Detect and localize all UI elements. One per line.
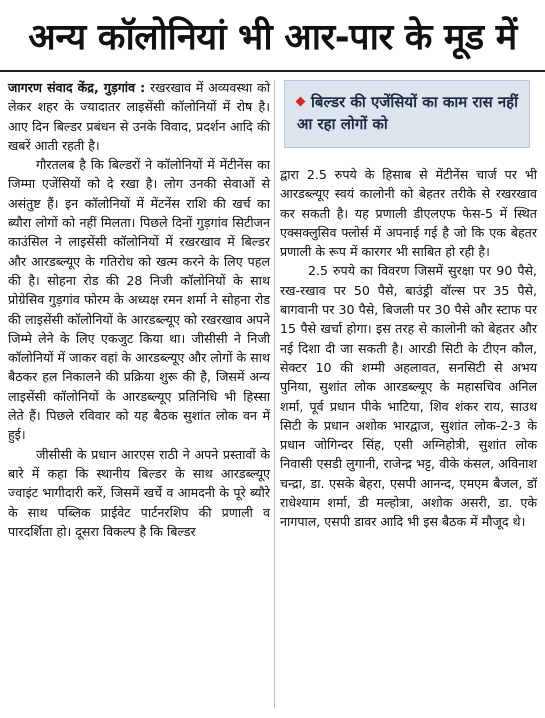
dateline: जागरण संवाद केंद्र, गुड़गांव : bbox=[8, 80, 146, 95]
body-paragraph: गौरतलब है कि बिल्डरों ने कॉलोनियों में मेंटीनेंस का जिम्मा एजेंसियों को दे रखा है। लोग उनकी सेवाओं से असंतुष्ट हैं। इन कॉलोनियों में मेंटनेंस राशि की खर्च का ब्यौरा लोगों को नहीं मिलता। पिछले दिनों गुड़गांव सिटीजन काउंसिल ने लाइसेंसी कॉलोनियों में रखरखाव में बिल्डर और आरडब्ल्यूए के गतिरोध को खत्म करने के लिए पहल की है। सोहना रोड की 28 निजी कॉलोनियों के साथ प्रोग्रेसिव गुड़गांव फोरम के अध्यक्ष रमन शर्मा ने सोहना रोड की लाइसेंसी कॉलोनियों के आरडब्ल्यूए को रखरखाव अपने जिम्मे लेने के लिए एकजुट किया था। जीसीसी ने निजी कॉलोनियों में जाकर वहां के आरडब्ल्यूए और लोगों के साथ बैठकर हल निकालने की प्रक्रिया शुरू की है, जिसमें अन्य लाइसेंसी कॉलोनियों के आरडब्ल्यूए प्रतिनिधि भी हिस्सा लेते हैं। पिछले रविवार को यह बैठक सुशांत लोक वन में हुई। bbox=[8, 157, 270, 443]
body-paragraph: जीसीसी के प्रधान आरएस राठी ने अपने प्रस्तावों के बारे में कहा कि स्थानीय बिल्डर के साथ आरडब्ल्यूए ज्वाइंट भागीदारी करें, जिसमें खर्चे व आमदनी के पूरे ब्यौरे के साथ पब्लिक प्राईवेट पार्टनरशिप की प्रणाली व पारदर्शिता हो। दूसरा विकल्प है कि बिल्डर bbox=[8, 446, 270, 539]
lead-text: रखरखाव में अव्यवस्था को लेकर शहर के ज्यादातर लाइसेंसी कॉलोनियों में रोष है। आए दिन बिल्डर प्रबंधन से उनके विवाद, प्रदर्शन आदि की खबरें आती रहती है। bbox=[8, 80, 270, 153]
lead-paragraph bbox=[8, 78, 270, 155]
column-divider bbox=[274, 80, 275, 708]
highlight-callout bbox=[284, 80, 530, 148]
body-paragraph: द्वारा 2.5 रुपये के हिसाब से मेंटीनेंस चार्ज पर भी आरडब्ल्यूए स्वयं कालोनी को बेहतर तरीके से रखरखाव कर सकती है। यह प्रणाली डीएलएफ फेस-5 में स्थित एक्सक्लुसिव फ्लोर्स में अपनाई गई है जो कि एक बेहतर प्रणाली के रूप में कारगर भी साबित हो रही है। bbox=[280, 167, 537, 260]
headline: अन्य कॉलोनियां भी आर-पार के मूड में bbox=[0, 0, 545, 72]
diamond-bullet-icon bbox=[296, 97, 306, 107]
callout-text: बिल्डर की एजेंसियों का काम रास नहीं आ रहा लोगों को bbox=[297, 93, 518, 133]
left-column bbox=[8, 78, 270, 708]
body-paragraph: 2.5 रुपये का विवरण जिसमें सुरक्षा पर 90 पैसे, रख-रखाव पर 50 पैसे, बाउंड्री वॉल्स पर 35 पैसे, बागवानी पर 30 पैसे, बिजली पर 30 पैसे और स्टाफ पर 15 पैसे खर्चा होगा। इस तरह से कालोनी को बेहतर और नई दिशा दी जा सकती है। आरडी सिटी के टीएन कौल, सेक्टर 10 की शम्मी अहलावत, सनसिटी से अभय पुनिया, सुशांत लोक आरडब्ल्यूए के महासचिव अनिल शर्मा, पूर्व प्रधान पीके भाटिया, शिव शंकर राय, साउथ सिटी के प्रधान अशोक भारद्वाज, सुशांत लोक-2-3 के प्रधान जोगिन्दर सिंह, एसी अग्निहोत्री, सुशांत लोक निवासी एसडी लुगानी, राजेन्द्र भट्ट, वीके कंसल, अविनाश चन्द्रा, डा. एसके बेहरा, एसपी आनन्द, एमएम बैजल, डॉ राधेश्याम शर्मा, डी मल्होत्रा, अशोक असरी, डा. एके नागपाल, एसपी डावर आदि भी इस बैठक में मौजूद थे। bbox=[280, 263, 537, 530]
right-column bbox=[280, 165, 537, 710]
